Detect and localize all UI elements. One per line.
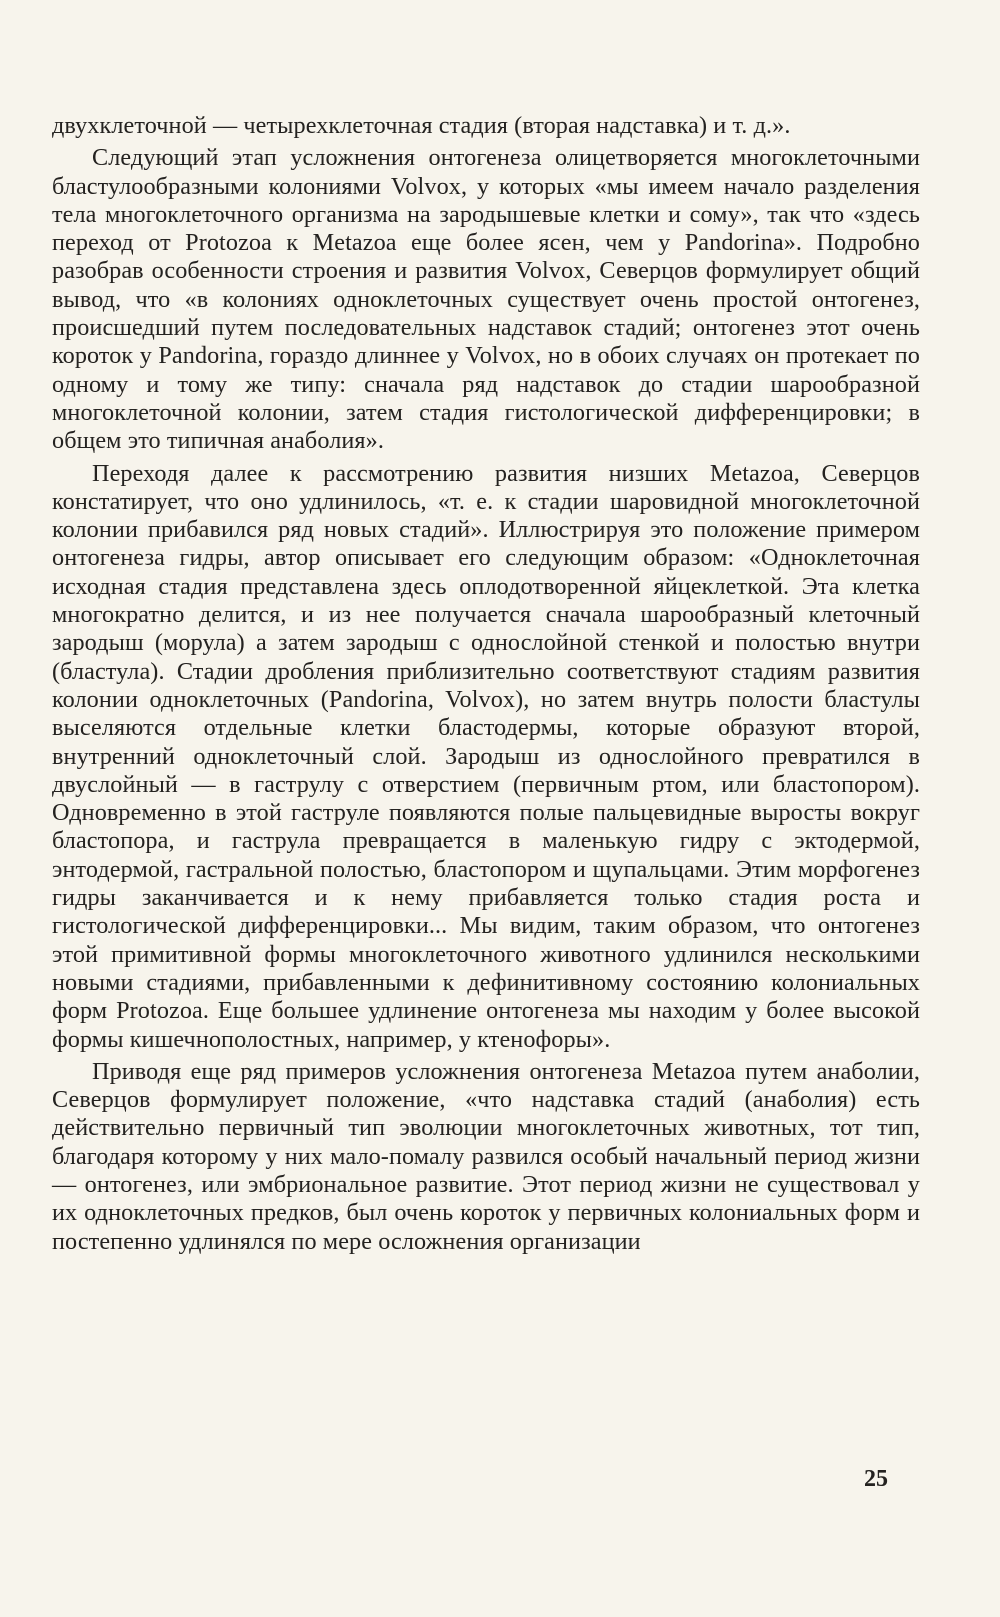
paragraph-anabolia: Приводя еще ряд примеров усложнения онтогенеза Metazoa путем анаболии, Северцов формулирует положение, «что надставка стадий (анаболия) есть действительно первичный тип эволюции многоклеточных животных, тот тип, благодаря которому у них мало-помалу развился особый начальный период жизни — онтогенез, или эмбриональное развитие. Этот период жизни не существовал у их одноклеточных предков, был очень короток у первичных колониальных форм и постепенно удлинялся по мере осложнения организации [52,1057,920,1255]
paragraph-volvox: Следующий этап усложнения онтогенеза олицетворяется многоклеточными бластулообразными колониями Volvox, у которых «мы имеем начало разделения тела многоклеточного организма на зародышевые клетки и сому», так что «здесь переход от Protozoa к Metazoa еще более ясен, чем у Pandorina». Подробно разобрав особенности строения и развития Volvox, Северцов формулирует общий вывод, что «в колониях одноклеточных существует очень простой онтогенез, происшедший путем последовательных надставок стадий; онтогенез этот очень короток у Pandorina, гораздо длиннее у Volvox, но в обоих случаях он протекает по одному и тому же типу: сначала ряд надставок до стадии шарообразной многоклеточной колонии, затем стадия гистологической дифференцировки; в общем это типичная анаболия». [52,144,920,455]
paragraph-continuation: двухклеточной — четырехклеточная стадия (вторая надставка) и т. д.». [52,112,791,139]
paragraph-metazoa-hydra: Переходя далее к рассмотрению развития низших Metazoa, Северцов констатирует, что оно удлинилось, «т. е. к стадии шаровидной многоклеточной колонии прибавился ряд новых стадий». Иллюстрируя это положение примером онтогенеза гидры, автор описывает его следующим образом: «Одноклеточная исходная стадия представлена здесь оплодотворенной яйцеклеткой. Эта клетка многократно делится, и из нее получается сначала шарообразный клеточный зародыш (морула) а затем зародыш с однослойной стенкой и полостью внутри (бластула). Стадии дробления приблизительно соответствуют стадиям развития колонии одноклеточных (Pandorina, Volvox), но затем внутрь полости бластулы выселяются отдельные клетки бластодермы, которые образуют второй, внутренний одноклеточный слой. Зародыш из однослойного превратился в двуслойный — в гаструлу с отверстием (первичным ртом, или бластопором). Одновременно в этой гаструле появляются полые пальцевидные выросты вокруг бластопора, и гаструла превращается в маленькую гидру с эктодермой, энтодермой, гастральной полостью, бластопором и щупальцами. Этим морфогенез гидры заканчивается и к нему прибавляется только стадия роста и гистологической дифференцировки... Мы видим, таким образом, что онтогенез этой примитивной формы многоклеточного животного удлинился несколькими новыми стадиями, прибавленными к дефинитивному состоянию колониальных форм Protozoa. Еще большее удлинение онтогенеза мы находим у более высокой формы кишечнополостных, например, у ктенофоры». [52,459,920,1053]
page-text [52,112,920,1260]
page-number: 25 [864,1466,888,1492]
